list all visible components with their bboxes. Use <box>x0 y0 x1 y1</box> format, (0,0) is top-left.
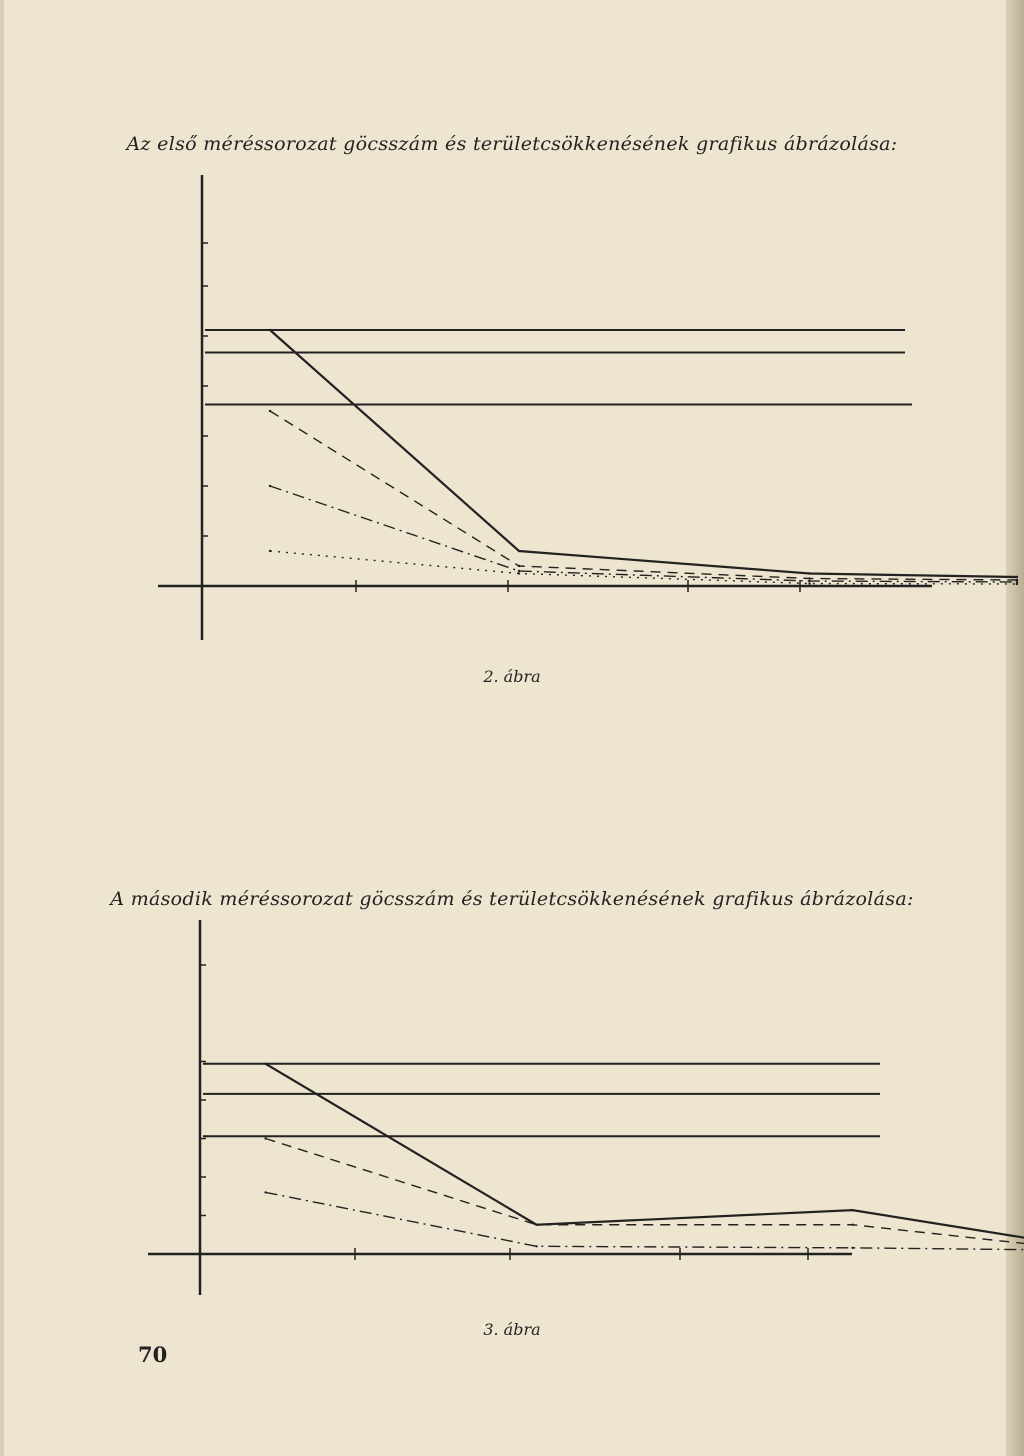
figure-1-caption: 2. ábra <box>483 667 541 686</box>
figure-2-title: A második méréssorozat göcsszám és területcsökkenésének grafikus ábrázolása: <box>110 888 914 910</box>
series-line-solid <box>270 330 1017 577</box>
data-point <box>808 580 810 582</box>
data-point <box>808 582 810 584</box>
figure-1-chart <box>0 160 1024 660</box>
data-point <box>269 329 271 331</box>
data-point <box>269 485 271 487</box>
figure-1-title: Az első méréssorozat göcsszám és területcsökkenésének grafikus ábrázolása: <box>126 133 898 155</box>
data-point <box>518 565 520 567</box>
data-point <box>518 570 520 572</box>
data-point <box>264 1191 266 1193</box>
series-line-dash-dot <box>270 486 1017 582</box>
series-line-solid <box>266 1064 1024 1246</box>
data-point <box>851 1224 853 1226</box>
data-point <box>535 1245 537 1247</box>
figure-2-caption: 3. ábra <box>483 1320 541 1339</box>
data-point <box>808 577 810 579</box>
data-point <box>264 1137 266 1139</box>
data-point <box>269 410 271 412</box>
data-point <box>518 572 520 574</box>
data-point <box>1016 583 1018 585</box>
data-point <box>808 572 810 574</box>
series-line-dashed <box>266 1139 1024 1250</box>
page-number: 70 <box>138 1342 168 1367</box>
series-line-dotted <box>270 551 1017 584</box>
figure-2-chart <box>0 910 1024 1310</box>
data-point <box>264 1063 266 1065</box>
series-line-dashed <box>270 411 1017 580</box>
data-point <box>1016 576 1018 578</box>
data-point <box>518 550 520 552</box>
data-point <box>851 1247 853 1249</box>
data-point <box>851 1209 853 1211</box>
data-point <box>535 1224 537 1226</box>
data-point <box>269 550 271 552</box>
series-line-dash-dot <box>266 1192 1024 1250</box>
